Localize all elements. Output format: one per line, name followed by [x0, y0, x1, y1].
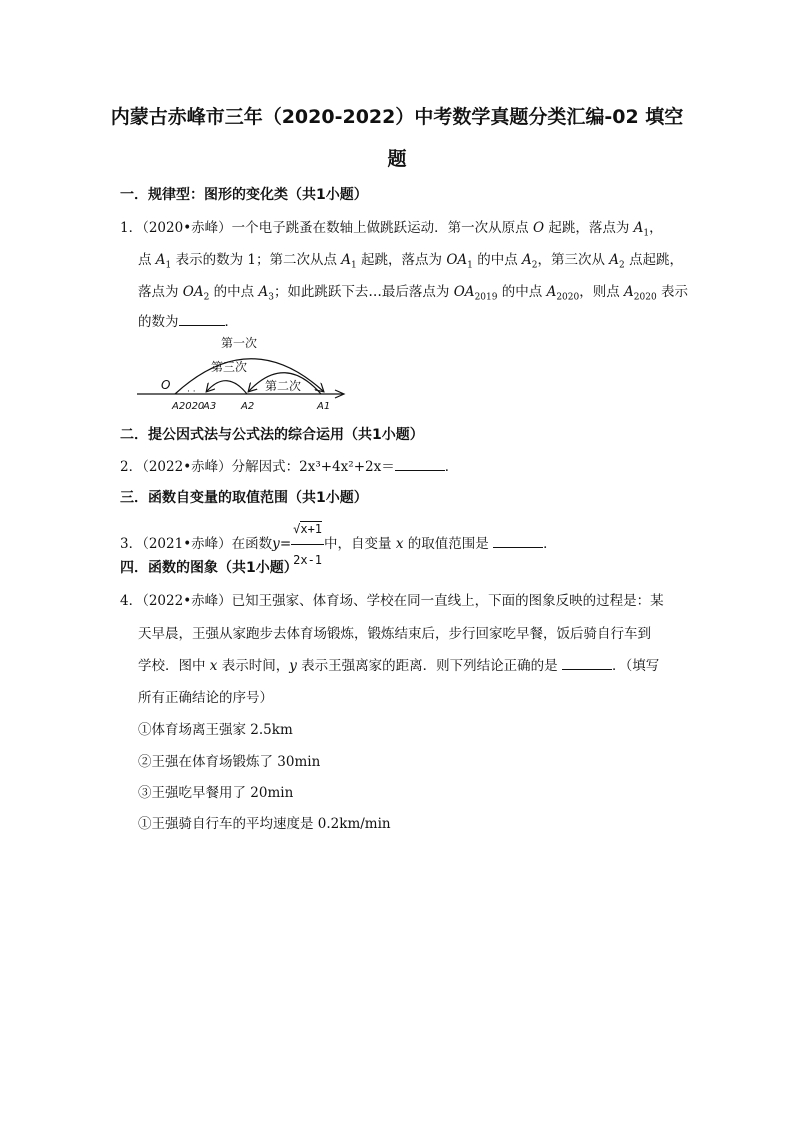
option-1: ①体育场离王强家 2.5km: [138, 722, 293, 738]
label-a3: A3: [203, 401, 217, 412]
label-a2: A2: [241, 401, 255, 412]
section-heading-4: 四．函数的图象（共1小题）: [120, 560, 298, 576]
question-1-line-4: 的数为 ．: [138, 314, 238, 330]
option-4: ①王强骑自行车的平均速度是 0.2km/min: [138, 816, 391, 832]
question-4-line-3: 学校．图中 x 表示时间，y 表示王强离家的距离．则下列结论正确的是 ．（填写: [138, 658, 660, 674]
question-1-line-1: 1．（2020•赤峰）一个电子跳蚤在数轴上做跳跃运动．第一次从原点 O 起跳，落点为 $A_1$，: [120, 220, 663, 239]
document-title-continued: 题: [387, 148, 407, 170]
question-1-line-3: 落点为 $OA_2$ 的中点 $A_3$；如此跳跃下去…最后落点为 $OA_{2019}$ 的中点 $A_{2020}$，则点 $A_{2020}$ 表示: [138, 284, 688, 303]
question-3: 3．（2021•赤峰）在函数y= $\frac{√x+1}{2x-1}$ 中，自变量 x 的取值范围是 ．: [120, 514, 557, 575]
question-4-line-4: 所有正确结论的序号）: [138, 690, 273, 706]
label-third-jump: 第三次: [211, 360, 248, 374]
answer-blank-1[interactable]: [179, 313, 225, 326]
option-2: ②王强在体育场锻炼了 30min: [138, 754, 321, 770]
question-4-line-1: 4．（2022•赤峰）已知王强家、体育场、学校在同一直线上，下面的图象反映的过程是：某: [120, 593, 664, 609]
answer-blank-3[interactable]: [493, 535, 543, 548]
question-1-line-2: 点 $A_1$ 表示的数为 1；第二次从点 $A_1$ 起跳，落点为 $OA_1$ 的中点 $A_2$，第三次从 $A_2$ 点起跳，: [138, 252, 684, 271]
section-heading-3: 三．函数自变量的取值范围（共1小题）: [120, 490, 368, 506]
label-a1: A1: [317, 401, 331, 412]
label-a2020: A2020: [172, 401, 205, 412]
document-title: 内蒙古赤峰市三年（2020-2022）中考数学真题分类汇编-02 填空: [110, 106, 684, 128]
answer-blank-4[interactable]: [562, 657, 612, 670]
question-4-line-2: 天早晨，王强从家跑步去体育场锻炼，锻炼结束后，步行回家吃早餐，饭后骑自行车到: [138, 626, 651, 642]
question-2: 2．（2022•赤峰）分解因式：2x³+4x²+2x＝ ．: [120, 459, 459, 475]
section-heading-1: 一．规律型：图形的变化类（共1小题）: [120, 187, 368, 203]
label-second-jump: 第二次: [265, 379, 302, 393]
section-heading-2: 二．提公因式法与公式法的综合运用（共1小题）: [120, 427, 424, 443]
ellipsis-dots: · ·: [187, 387, 196, 397]
number-line-figure: [135, 333, 350, 415]
jump-arc-third: [207, 381, 247, 394]
label-first-jump: 第一次: [221, 336, 258, 350]
answer-blank-2[interactable]: [395, 458, 445, 471]
label-origin: O: [161, 378, 171, 392]
option-3: ③王强吃早餐用了 20min: [138, 785, 294, 801]
function-fraction: $\frac{√x+1}{2x-1}$: [291, 514, 324, 575]
